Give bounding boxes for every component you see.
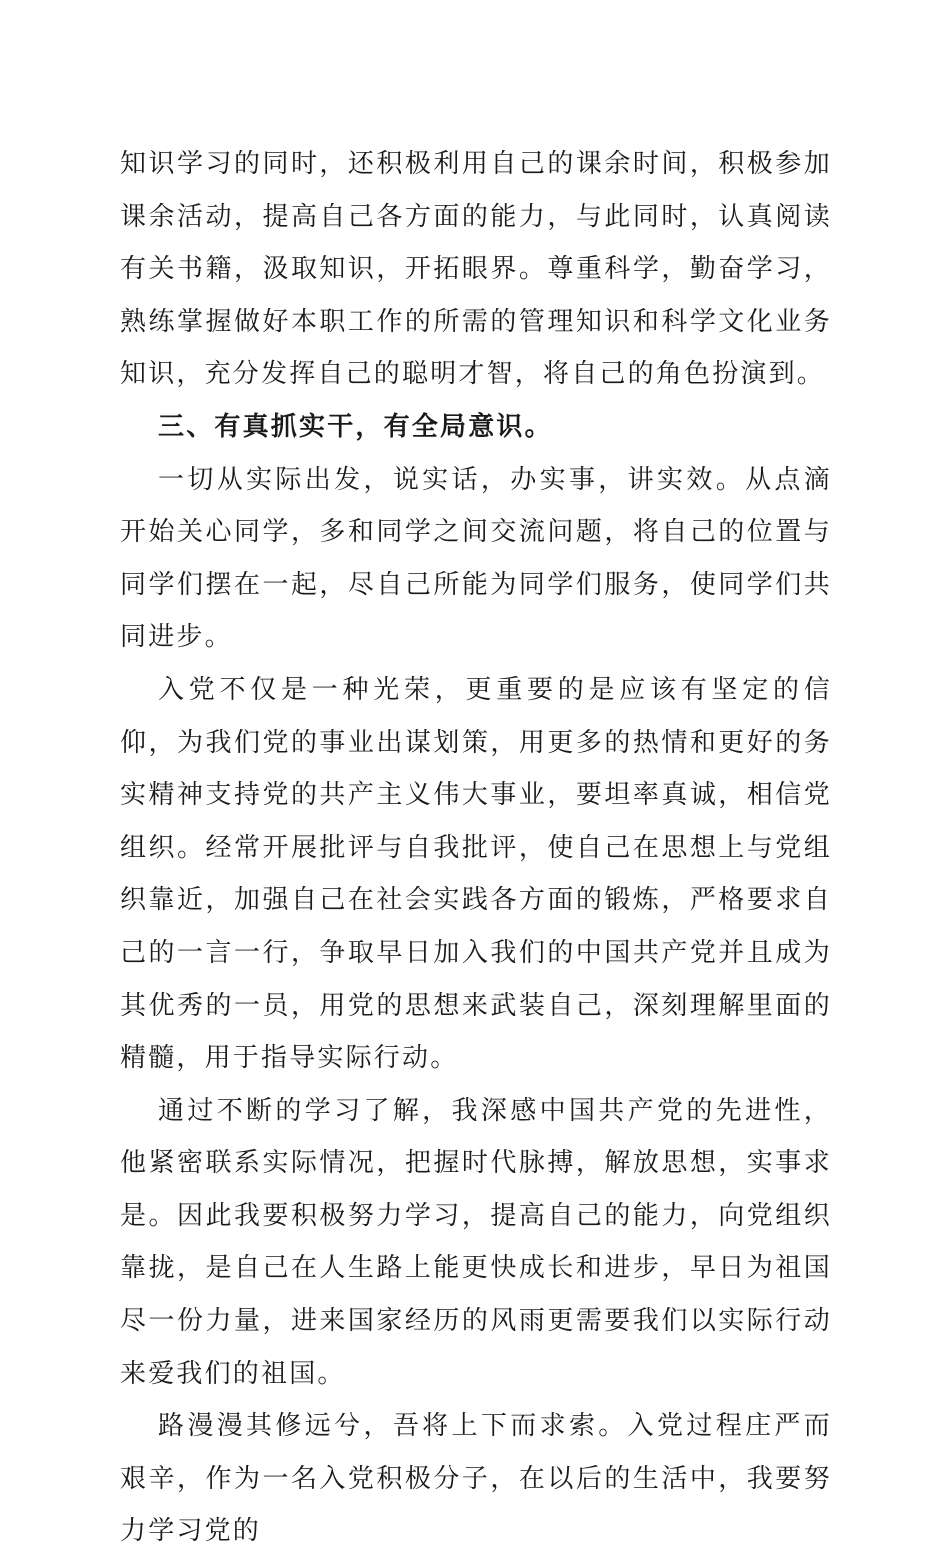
paragraph: 通过不断的学习了解，我深感中国共产党的先进性，他紧密联系实际情况，把握时代脉搏，解放思想，实事求是。因此我要积极努力学习，提高自己的能力，向党组织靠拢，是自己在人生路上能更快成长和进步，早日为祖国尽一份力量，进来国家经历的风雨更需要我们以实际行动来爱我们的祖国。 (120, 1095, 832, 1389)
paragraph-continuation: 知识学习的同时，还积极利用自己的课余时间，积极参加课余活动，提高自己各方面的能力，与此同时，认真阅读有关书籍，汲取知识，开拓眼界。尊重科学，勤奋学习，熟练掌握做好本职工作的所需的管理知识和科学文化业务知识，充分发挥自己的聪明才智，将自己的角色扮演到。 (120, 149, 832, 390)
document-body (120, 138, 832, 1558)
paragraph: 入党不仅是一种光荣，更重要的是应该有坚定的信仰，为我们党的事业出谋划策，用更多的热情和更好的务实精神支持党的共产主义伟大事业，要坦率真诚，相信党组织。经常开展批评与自我批评，使自己在思想上与党组织靠近，加强自己在社会实践各方面的锻炼，严格要求自己的一言一行，争取早日加入我们的中国共产党并且成为其优秀的一员，用党的思想来武装自己，深刻理解里面的精髓，用于指导实际行动。 (120, 674, 832, 1074)
paragraph: 路漫漫其修远兮，吾将上下而求索。入党过程庄严而艰辛，作为一名入党积极分子，在以后的生活中，我要努力学习党的 (120, 1411, 832, 1547)
section-heading: 三、有真抓实干，有全局意识。 (158, 411, 553, 442)
paragraph: 一切从实际出发，说实话，办实事，讲实效。从点滴开始关心同学，多和同学之间交流问题，将自己的位置与同学们摆在一起，尽自己所能为同学们服务，使同学们共同进步。 (120, 464, 832, 653)
